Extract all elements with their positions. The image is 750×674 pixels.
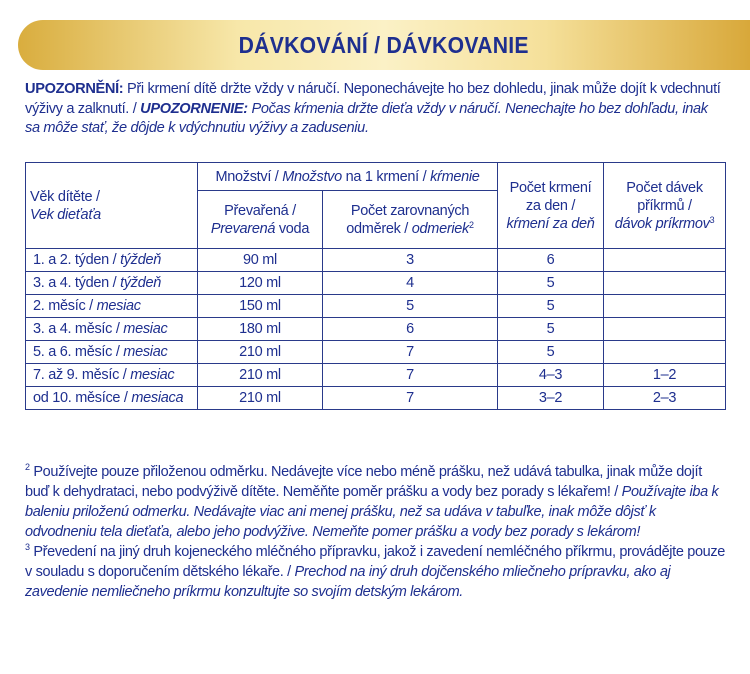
cell-solids <box>604 272 726 295</box>
table-row <box>26 364 726 387</box>
header-age <box>26 163 198 249</box>
cell-age: 3. a 4. měsíc / mesiac <box>26 318 198 341</box>
table-row <box>26 249 726 272</box>
header-solids-sk: dávok príkrmov <box>614 215 710 232</box>
cell-scoops: 6 <box>323 318 498 341</box>
header-feeds-cs: Počet krmení za den / <box>509 179 592 214</box>
cell-age: 2. měsíc / mesiac <box>26 295 198 318</box>
cell-scoops: 7 <box>323 364 498 387</box>
header-water-cs2: voda <box>275 220 310 237</box>
cell-scoops: 7 <box>323 387 498 410</box>
header-water-sk: Prevarená <box>210 220 276 237</box>
cell-scoops: 5 <box>323 295 498 318</box>
table-row <box>26 318 726 341</box>
header-amount-sk2: kŕmenie <box>430 168 480 185</box>
cell-water: 90 ml <box>198 249 323 272</box>
header-amount <box>198 163 498 191</box>
cell-age: 7. až 9. měsíc / mesiac <box>26 364 198 387</box>
warning-paragraph <box>25 80 725 139</box>
cell-feeds: 5 <box>498 295 604 318</box>
cell-feeds: 4–3 <box>498 364 604 387</box>
cell-feeds: 5 <box>498 272 604 295</box>
header-water-cs: Převařená / <box>224 202 296 219</box>
warning-text-cs: Při krmení dítě držte vždy v náručí. Neponechávejte ho bez dohledu, jinak může dojít k vdechnutí výživy a zalknutí. / <box>25 81 721 117</box>
table-row <box>26 295 726 318</box>
header-scoops-cs: Počet zarovnaných odměrek / <box>346 202 470 237</box>
cell-feeds: 3–2 <box>498 387 604 410</box>
table-row <box>26 341 726 364</box>
header-solids <box>604 163 726 249</box>
footnote-3-cs: Převedení na jiný druh kojeneckého mléčného přípravku, jakož i zavedení nemléčného příkrmu, provádějte pouze v souladu s doporučením dětského lékaře. / <box>25 544 725 580</box>
cell-water: 180 ml <box>198 318 323 341</box>
cell-age: od 10. měsíce / mesiaca <box>26 387 198 410</box>
cell-age: 5. a 6. měsíc / mesiac <box>26 341 198 364</box>
cell-feeds: 5 <box>498 341 604 364</box>
warning-label-cs: UPOZORNĚNÍ: <box>25 81 124 97</box>
cell-feeds: 5 <box>498 318 604 341</box>
table-row <box>26 387 726 410</box>
cell-feeds: 6 <box>498 249 604 272</box>
footnotes <box>25 462 725 602</box>
header-amount-cs: Množství / <box>215 168 283 185</box>
cell-water: 210 ml <box>198 341 323 364</box>
header-scoops <box>323 191 498 249</box>
warning-text-sk: Počas kŕmenia držte dieťa vždy v náručí. Nenechajte ho bez dohľadu, inak sa môže stať, že dôjde k vdýchnutiu výživy a zaduseniu. <box>25 100 708 136</box>
header-feeds <box>498 163 604 249</box>
cell-water: 150 ml <box>198 295 323 318</box>
footnote-2-cs: Používejte pouze přiloženou odměrku. Nedávejte více nebo méně prášku, než udává tabulka, jinak může dojít buď k dehydrataci, nebo podvýživě dítěte. Neměňte poměr prášku a vody bez porady s lékařem! / <box>25 464 702 500</box>
footnote-3-sk: Prechod na iný druh dojčenského mliečneho prípravku, ako aj zavedenie nemliečneho príkrmu konzultujte so svojím detským lekárom. <box>25 564 671 600</box>
footnote-2 <box>25 462 725 542</box>
cell-solids: 1–2 <box>604 364 726 387</box>
header-water <box>198 191 323 249</box>
header-amount-mid: na 1 krmení / <box>341 168 431 185</box>
cell-solids <box>604 318 726 341</box>
table-row <box>26 272 726 295</box>
header-amount-sk: Množstvo <box>282 168 342 185</box>
header-feeds-sk: kŕmení za deň <box>506 215 595 232</box>
header-solids-cs: Počet dávek příkrmů / <box>626 179 703 214</box>
footnote-3-marker: 3 <box>25 542 30 552</box>
cell-solids: 2–3 <box>604 387 726 410</box>
header-solids-sup: 3 <box>709 214 715 225</box>
cell-water: 120 ml <box>198 272 323 295</box>
cell-age: 1. a 2. týden / týždeň <box>26 249 198 272</box>
footnote-2-marker: 2 <box>25 462 30 472</box>
cell-water: 210 ml <box>198 364 323 387</box>
footnote-3 <box>25 542 725 602</box>
cell-solids <box>604 249 726 272</box>
warning-label-sk: UPOZORNENIE: <box>140 100 248 117</box>
cell-scoops: 4 <box>323 272 498 295</box>
cell-water: 210 ml <box>198 387 323 410</box>
page-title: DÁVKOVÁNÍ / DÁVKOVANIE <box>238 31 530 58</box>
dosage-table <box>25 162 726 410</box>
cell-scoops: 3 <box>323 249 498 272</box>
cell-solids <box>604 295 726 318</box>
footnote-2-sk: Používajte iba k baleniu priloženú odmerku. Nedávajte viac ani menej prášku, než sa udáva v tabuľke, inak môže dôjsť k odvodneniu tela dieťaťa, alebo jeho podvýžive. Nemeňte pomer prášku a vody bez porady s lekárom! <box>25 484 719 540</box>
header-scoops-sup: 2 <box>469 219 474 230</box>
header-age-cs: Věk dítěte / <box>30 188 100 205</box>
header-scoops-sk: odmeriek <box>411 220 470 237</box>
header-age-sk: Vek dieťaťa <box>30 206 101 223</box>
title-banner <box>18 20 750 70</box>
cell-solids <box>604 341 726 364</box>
cell-scoops: 7 <box>323 341 498 364</box>
cell-age: 3. a 4. týden / týždeň <box>26 272 198 295</box>
